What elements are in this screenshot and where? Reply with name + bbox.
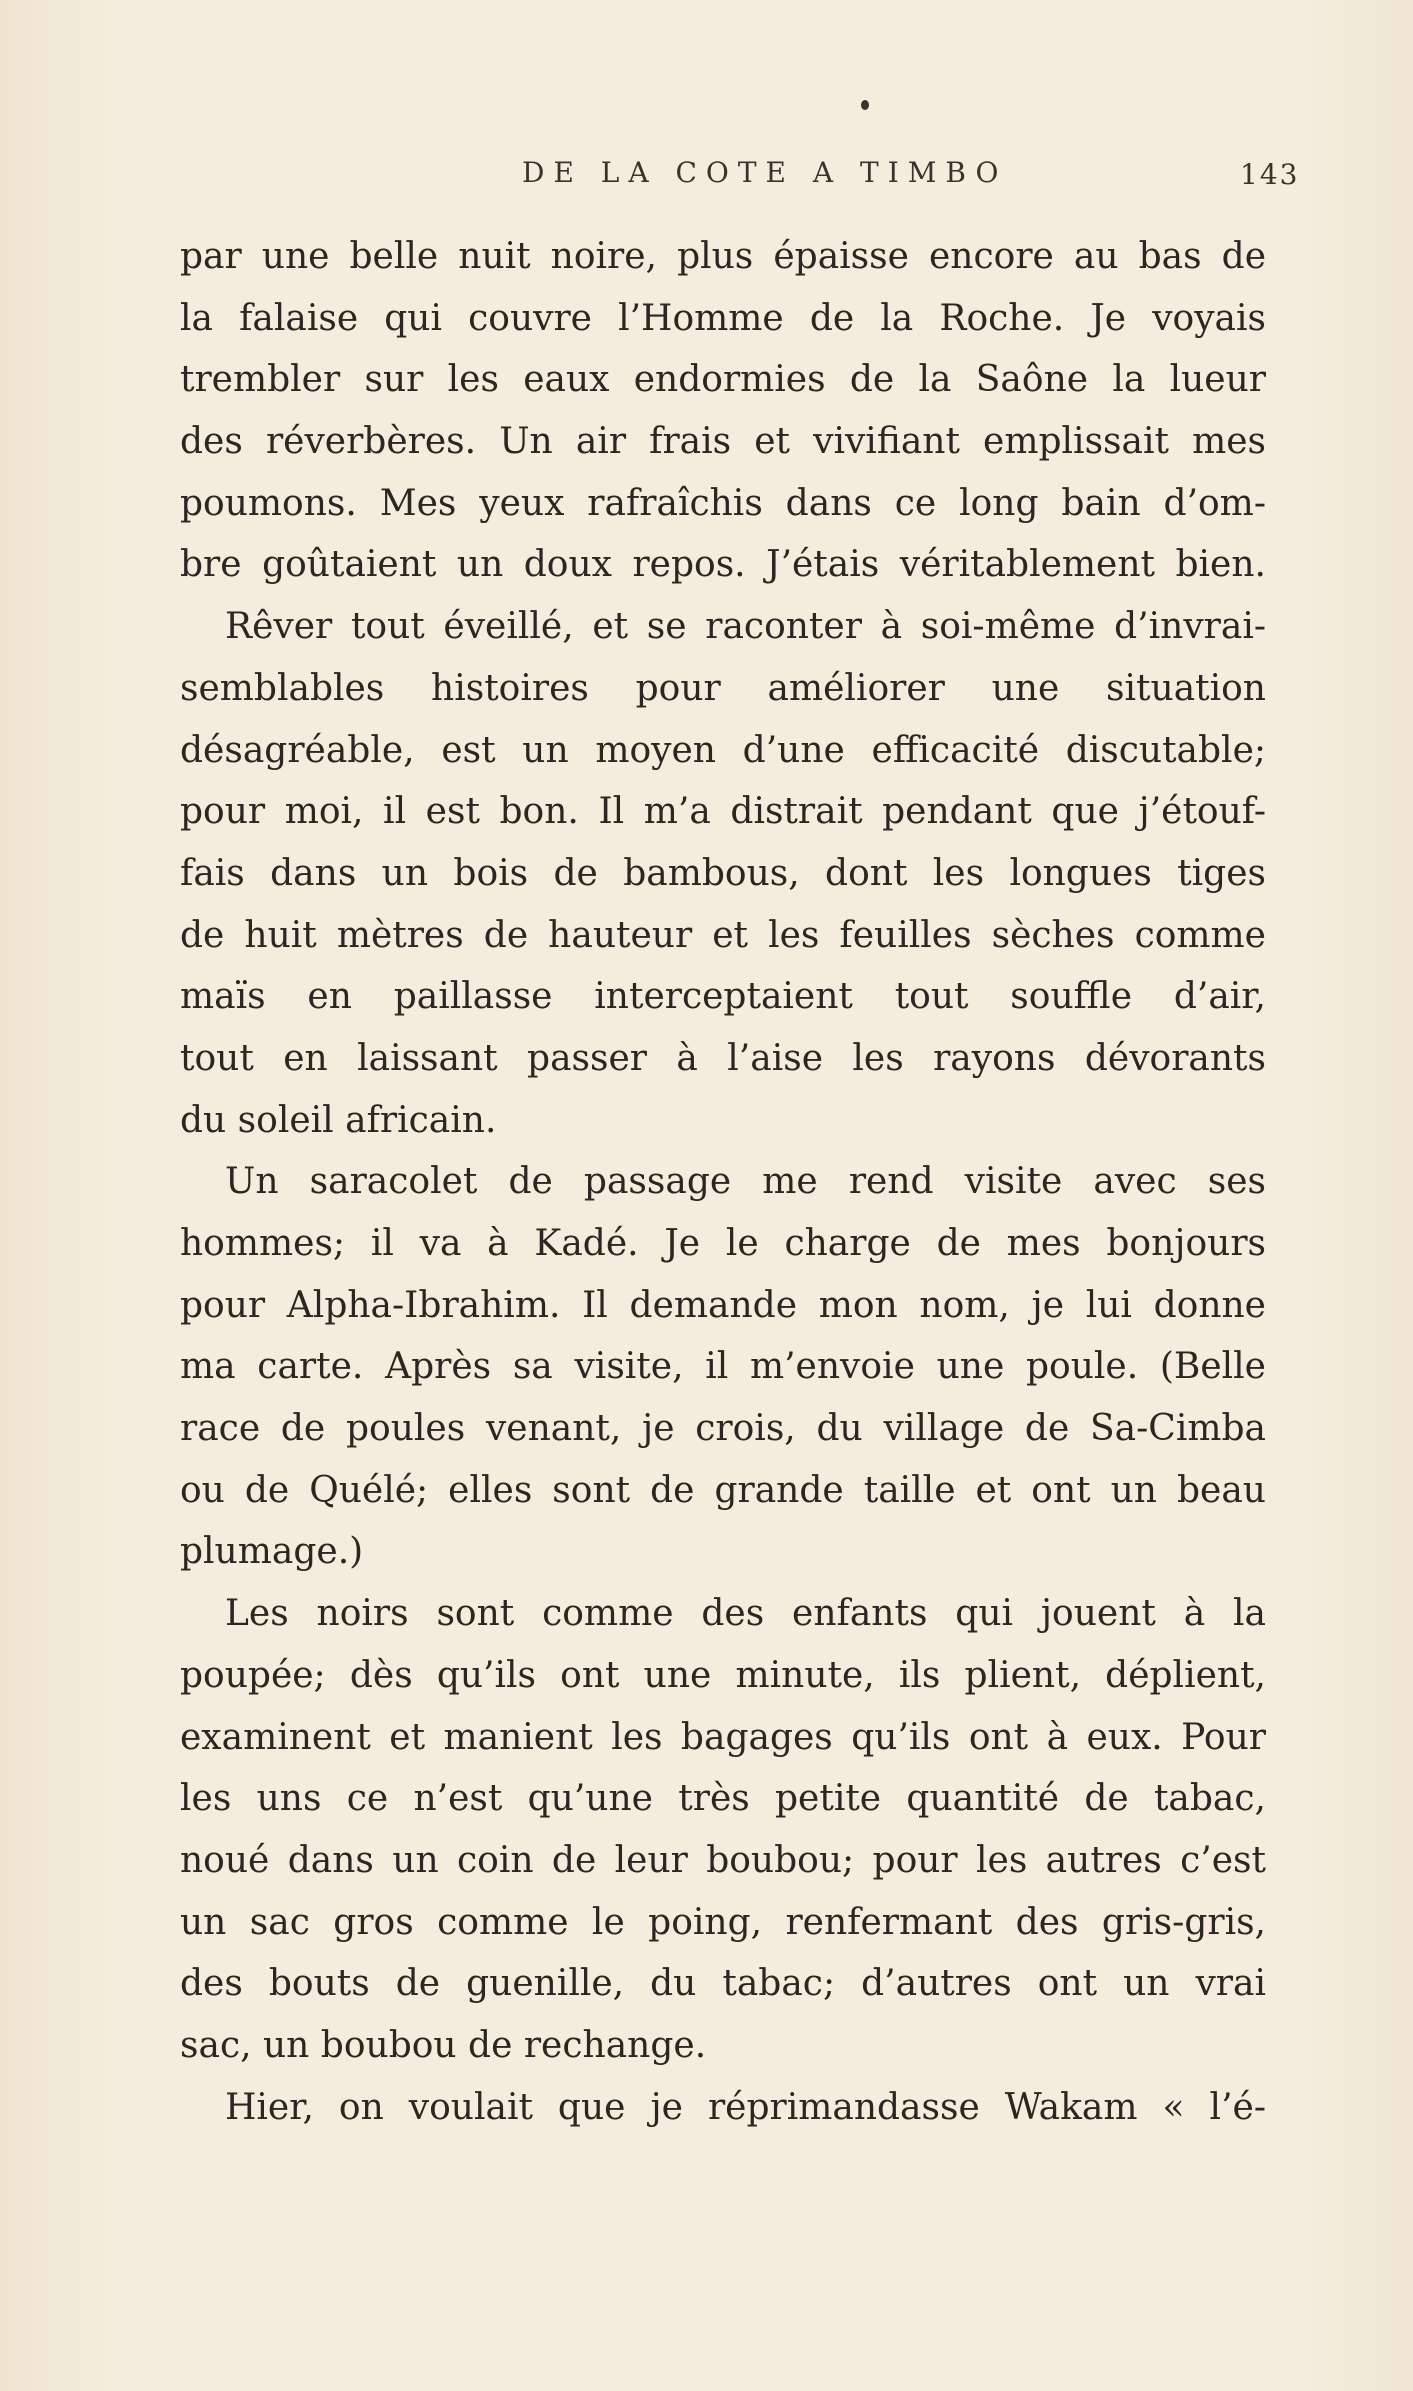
text-line: les uns ce n’est qu’une très petite quantité de tabac,	[180, 1778, 1266, 1820]
text-line: pour moi, il est bon. Il m’a distrait pendant que j’étouf-	[180, 791, 1266, 833]
page-header	[0, 156, 1413, 196]
text-line: bre goûtaient un doux repos. J’étais véritablement bien.	[180, 544, 1266, 586]
running-title: DE LA COTE A TIMBO	[522, 156, 1008, 189]
text-line: ma carte. Après sa visite, il m’envoie une poule. (Belle	[180, 1346, 1266, 1388]
text-line: maïs en paillasse interceptaient tout souffle d’air,	[180, 976, 1266, 1018]
text-line: noué dans un coin de leur boubou; pour les autres c’est	[180, 1839, 1266, 1881]
text-line: poumons. Mes yeux rafraîchis dans ce long bain d’om-	[180, 482, 1266, 524]
text-line: ou de Quélé; elles sont de grande taille et ont un beau	[180, 1469, 1266, 1511]
text-line: Rêver tout éveillé, et se raconter à soi-même d’invrai-	[225, 606, 1266, 648]
text-line: Un saracolet de passage me rend visite avec ses	[225, 1161, 1266, 1203]
text-line: Hier, on voulait que je réprimandasse Wakam « l’é-	[225, 2086, 1266, 2128]
text-line: hommes; il va à Kadé. Je le charge de mes bonjours	[180, 1223, 1266, 1264]
page-number: 143	[1240, 158, 1300, 191]
text-line: pour Alpha-Ibrahim. Il demande mon nom, je lui donne	[180, 1284, 1266, 1326]
ink-dot	[861, 100, 869, 110]
text-line: plumage.)	[180, 1531, 364, 1573]
text-line: la falaise qui couvre l’Homme de la Roche. Je voyais	[180, 297, 1266, 339]
text-line: examinent et manient les bagages qu’ils ont à eux. Pour	[180, 1716, 1266, 1758]
text-line: un sac gros comme le poing, renfermant des gris-gris,	[180, 1901, 1266, 1943]
text-line: du soleil africain.	[180, 1099, 497, 1141]
text-line: semblables histoires pour améliorer une situation	[180, 667, 1266, 709]
text-line: trembler sur les eaux endormies de la Saône la lueur	[180, 359, 1266, 401]
text-line: poupée; dès qu’ils ont une minute, ils plient, déplient,	[180, 1654, 1266, 1696]
text-line: tout en laissant passer à l’aise les rayons dévorants	[180, 1037, 1266, 1079]
text-line: fais dans un bois de bambous, dont les longues tiges	[180, 852, 1266, 894]
text-line: des bouts de guenille, du tabac; d’autres ont un vrai	[180, 1963, 1266, 2005]
text-line: sac, un boubou de rechange.	[180, 2024, 707, 2066]
body-text	[180, 226, 1266, 2138]
text-line: des réverbères. Un air frais et vivifiant emplissait mes	[180, 421, 1266, 463]
text-line: de huit mètres de hauteur et les feuilles sèches comme	[180, 914, 1266, 956]
text-line: désagréable, est un moyen d’une efficacité discutable;	[180, 729, 1266, 771]
text-line: race de poules venant, je crois, du village de Sa-Cimba	[180, 1408, 1266, 1450]
text-line: Les noirs sont comme des enfants qui jouent à la	[225, 1593, 1266, 1635]
text-line: par une belle nuit noire, plus épaisse encore au bas de	[180, 236, 1266, 277]
